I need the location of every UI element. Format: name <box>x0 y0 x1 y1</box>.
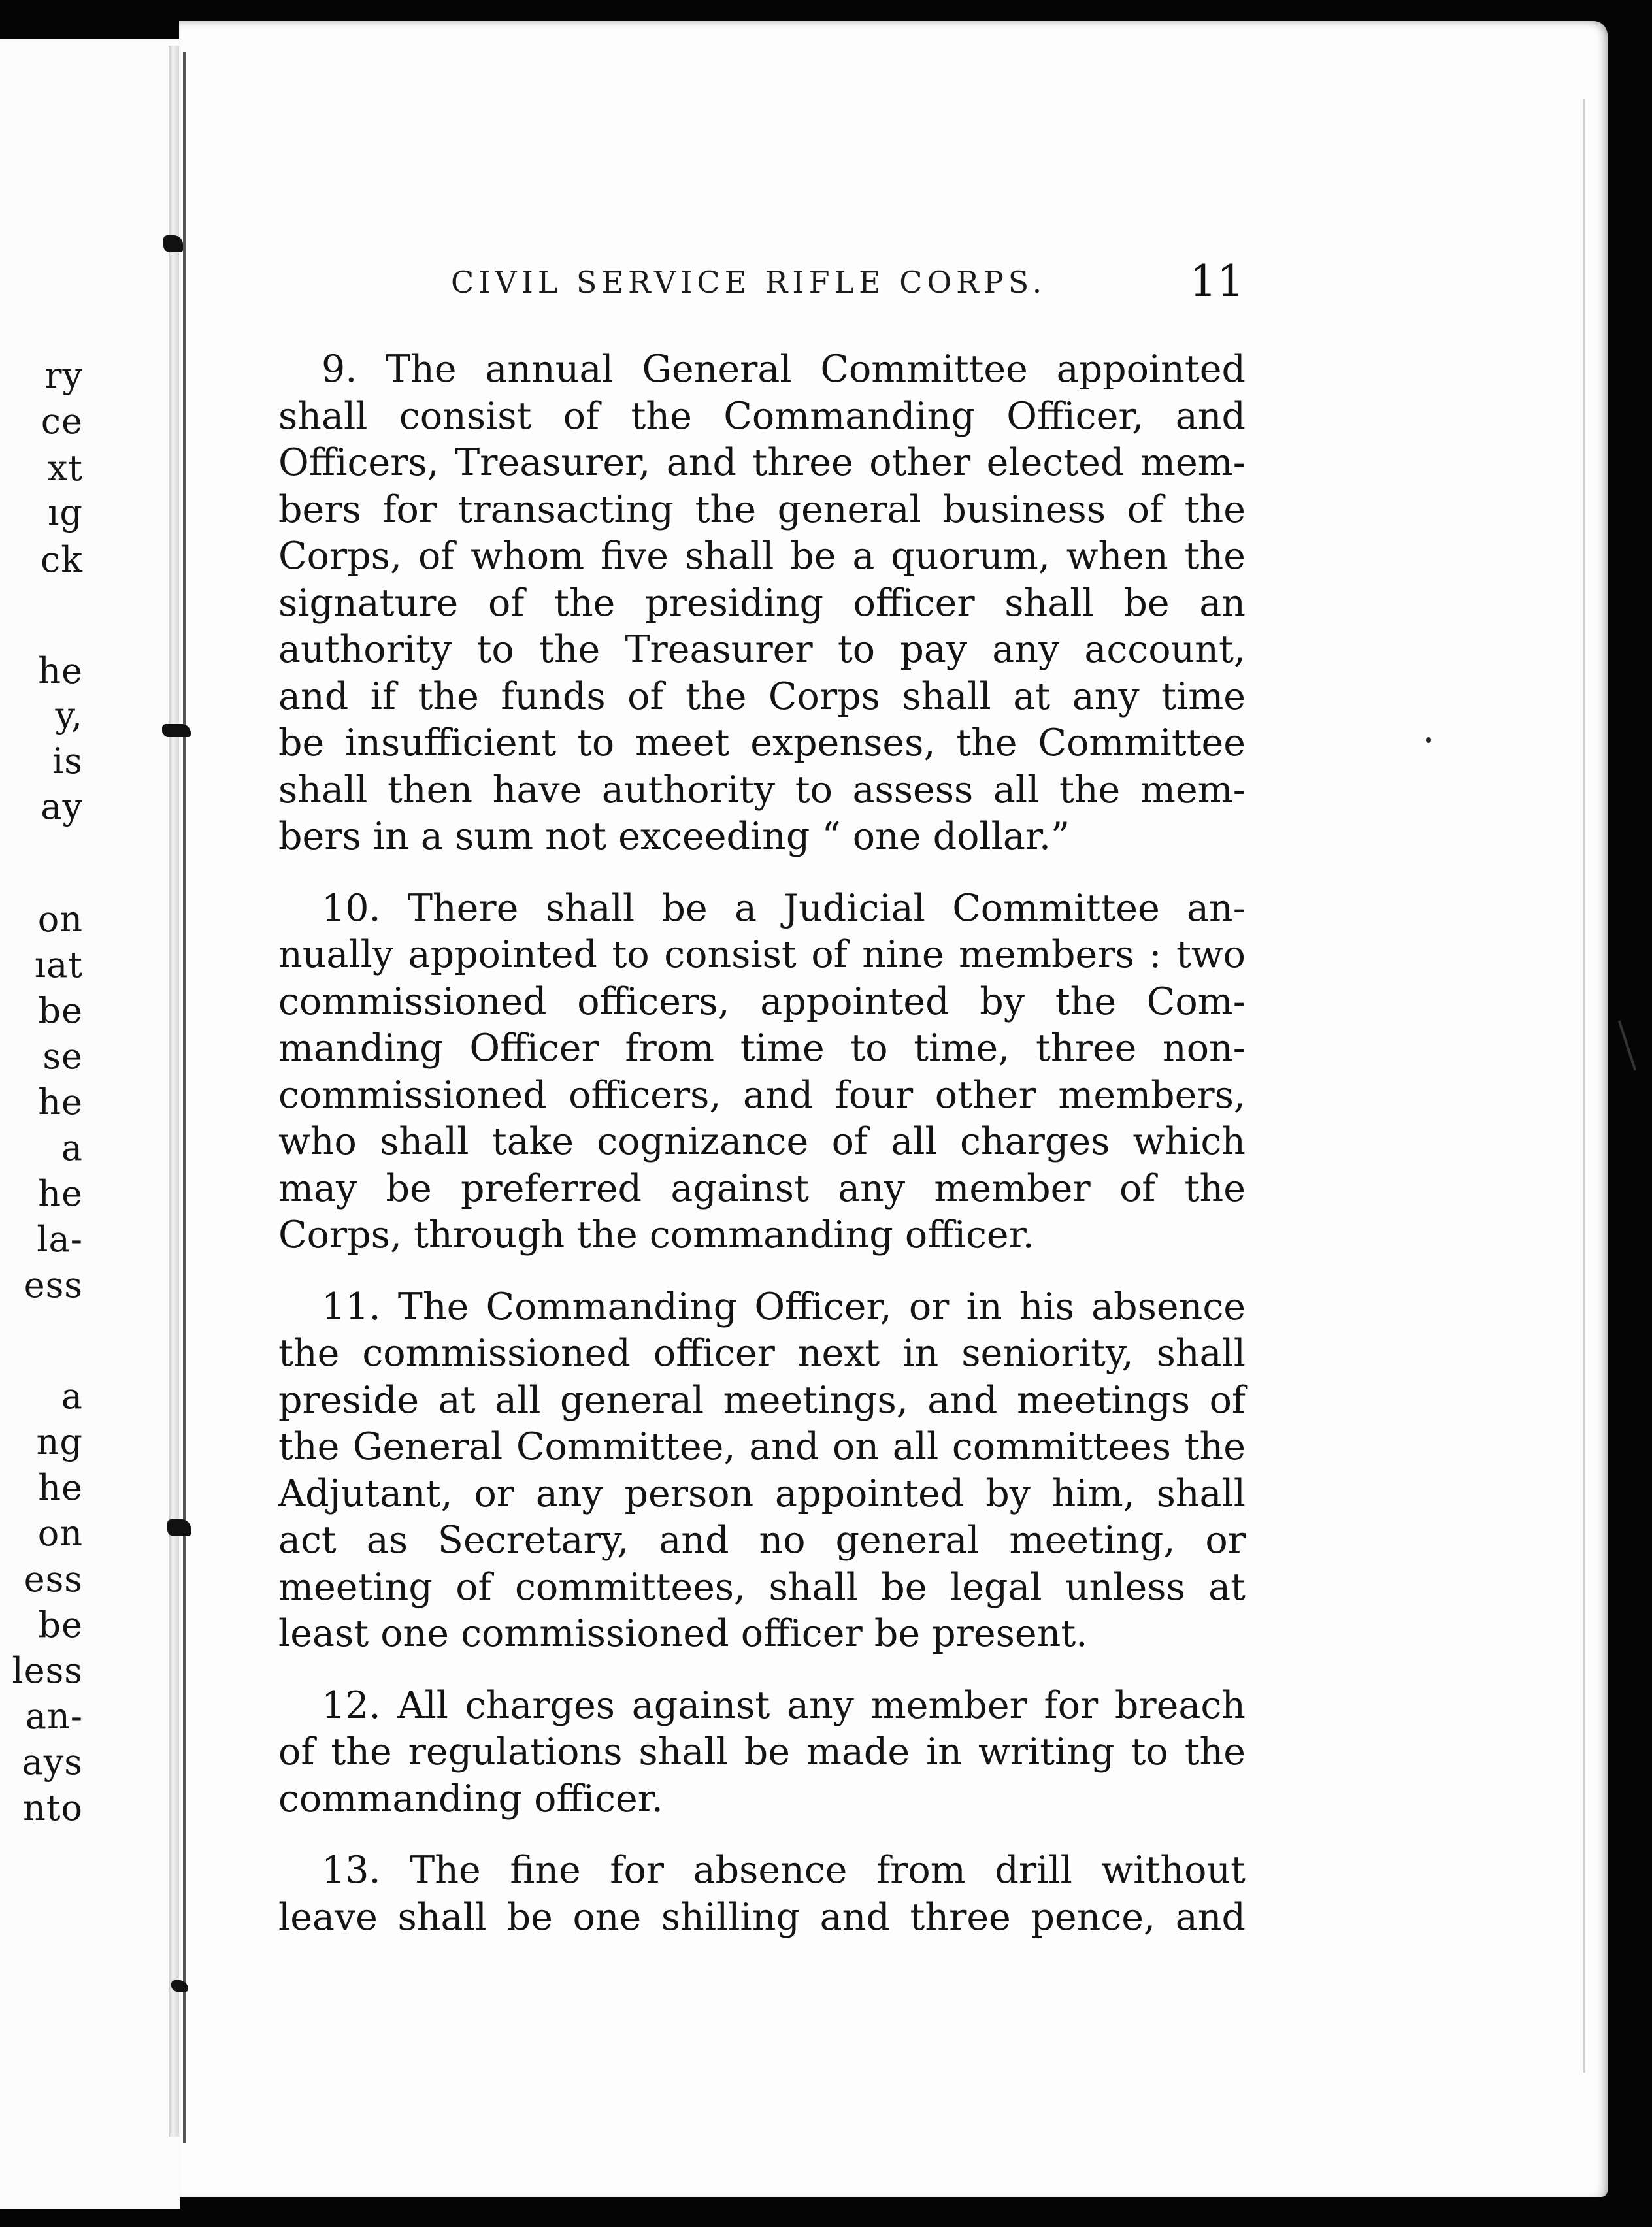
left-page-fragment: se <box>42 1036 83 1077</box>
binding-stitch <box>167 1519 191 1536</box>
left-page-fragment: he <box>38 1467 83 1508</box>
left-facing-page <box>0 39 180 2209</box>
left-page-fragment: on <box>37 1513 83 1554</box>
running-head: CIVIL SERVICE RIFLE CORPS. <box>451 265 1047 300</box>
text-line: may be preferred against any member of the <box>278 1166 1246 1210</box>
left-page-fragment: ıat <box>34 944 83 985</box>
text-line: of the regulations shall be made in writing to the <box>278 1730 1246 1773</box>
text-line: least one commissioned officer be present. <box>278 1612 1088 1655</box>
text-line: manding Officer from time to time, three non- <box>278 1027 1246 1070</box>
left-page-fragment: he <box>38 1173 83 1214</box>
text-line: 9. The annual General Committee appointed <box>322 348 1246 391</box>
text-line: 10. There shall be a Judicial Committee an- <box>322 886 1246 930</box>
text-line: Officers, Treasurer, and three other elected mem- <box>278 441 1246 484</box>
text-line: Adjutant, or any person appointed by him, shall <box>278 1472 1246 1515</box>
body-text <box>278 346 1246 1966</box>
left-page-fragment: be <box>38 990 83 1031</box>
left-page-fragment: ays <box>22 1741 83 1783</box>
binding-stitch <box>163 235 183 252</box>
text-line: signature of the presiding officer shall be an <box>278 581 1246 625</box>
text-line: and if the funds of the Corps shall at any time <box>278 674 1246 718</box>
left-page-fragment: be <box>38 1604 83 1645</box>
left-page-text-fragments <box>0 39 180 2209</box>
text-line: preside at all general meetings, and meetings of <box>278 1378 1246 1422</box>
left-page-fragment: a <box>61 1127 83 1168</box>
paragraph <box>278 1847 1246 1941</box>
paragraph <box>278 1683 1246 1823</box>
left-page-fragment: a <box>61 1376 83 1417</box>
text-line: meeting of committees, shall be legal unless at <box>278 1565 1246 1609</box>
text-line: 12. All charges against any member for breach <box>322 1683 1246 1727</box>
text-line: act as Secretary, and no general meeting, or <box>278 1519 1246 1562</box>
text-line: nually appointed to consist of nine members : two <box>278 933 1246 976</box>
left-page-fragment: la- <box>37 1219 83 1260</box>
text-line: commanding officer. <box>278 1777 663 1821</box>
text-line: bers in a sum not exceeding “ one dollar.” <box>278 815 1070 858</box>
paragraph <box>278 1284 1246 1658</box>
left-page-fragment: ce <box>41 401 83 442</box>
page-edge-shadow <box>1583 99 1585 2073</box>
binding-stitch <box>162 724 191 737</box>
left-page-fragment: ry <box>44 355 83 396</box>
left-page-fragment: ck <box>41 539 83 580</box>
text-line: 13. The fine for absence from drill without <box>322 1849 1246 1892</box>
text-line: commissioned officers, appointed by the Com- <box>278 980 1246 1023</box>
text-line: bers for transacting the general business of the <box>278 487 1246 531</box>
left-page-fragment: ay <box>41 786 83 827</box>
scan-mark <box>1618 1020 1637 1070</box>
left-page-fragment: ess <box>24 1264 83 1306</box>
text-line: Corps, through the commanding officer. <box>278 1213 1034 1257</box>
text-line: leave shall be one shilling and three pence, and <box>278 1895 1246 1939</box>
text-line: the commissioned officer next in seniority, shall <box>278 1332 1246 1375</box>
text-line: Corps, of whom five shall be a quorum, when the <box>278 535 1246 578</box>
text-line: who shall take cognizance of all charges which <box>278 1120 1246 1163</box>
left-page-fragment: ıg <box>48 492 83 533</box>
text-line: 11. The Commanding Officer, or in his absence <box>322 1285 1246 1328</box>
text-line: the General Committee, and on all committees the <box>278 1425 1246 1468</box>
binding-gutter <box>169 46 179 2137</box>
left-page-fragment: on <box>37 899 83 940</box>
text-line: commissioned officers, and four other members, <box>278 1073 1246 1117</box>
text-line: be insufficient to meet expenses, the Committee <box>278 721 1246 765</box>
page-number: 11 <box>1189 256 1244 306</box>
left-page-fragment: ess <box>24 1559 83 1600</box>
left-page-fragment: y, <box>55 695 83 736</box>
left-page-fragment: less <box>12 1650 83 1691</box>
left-page-fragment: an- <box>25 1696 83 1737</box>
left-page-fragment: is <box>52 740 83 782</box>
scan-speck <box>1426 737 1431 743</box>
left-page-fragment: he <box>38 1081 83 1123</box>
left-page-fragment: he <box>38 650 83 691</box>
text-line: shall consist of the Commanding Officer, and <box>278 394 1246 438</box>
paragraph <box>278 885 1246 1259</box>
paragraph <box>278 346 1246 861</box>
left-page-fragment: nto <box>23 1787 83 1828</box>
left-page-fragment: ng <box>36 1421 83 1462</box>
text-line: shall then have authority to assess all the mem- <box>278 768 1246 812</box>
text-line: authority to the Treasurer to pay any account, <box>278 628 1246 671</box>
left-page-fragment: xt <box>47 448 83 489</box>
binding-line <box>183 52 186 2143</box>
